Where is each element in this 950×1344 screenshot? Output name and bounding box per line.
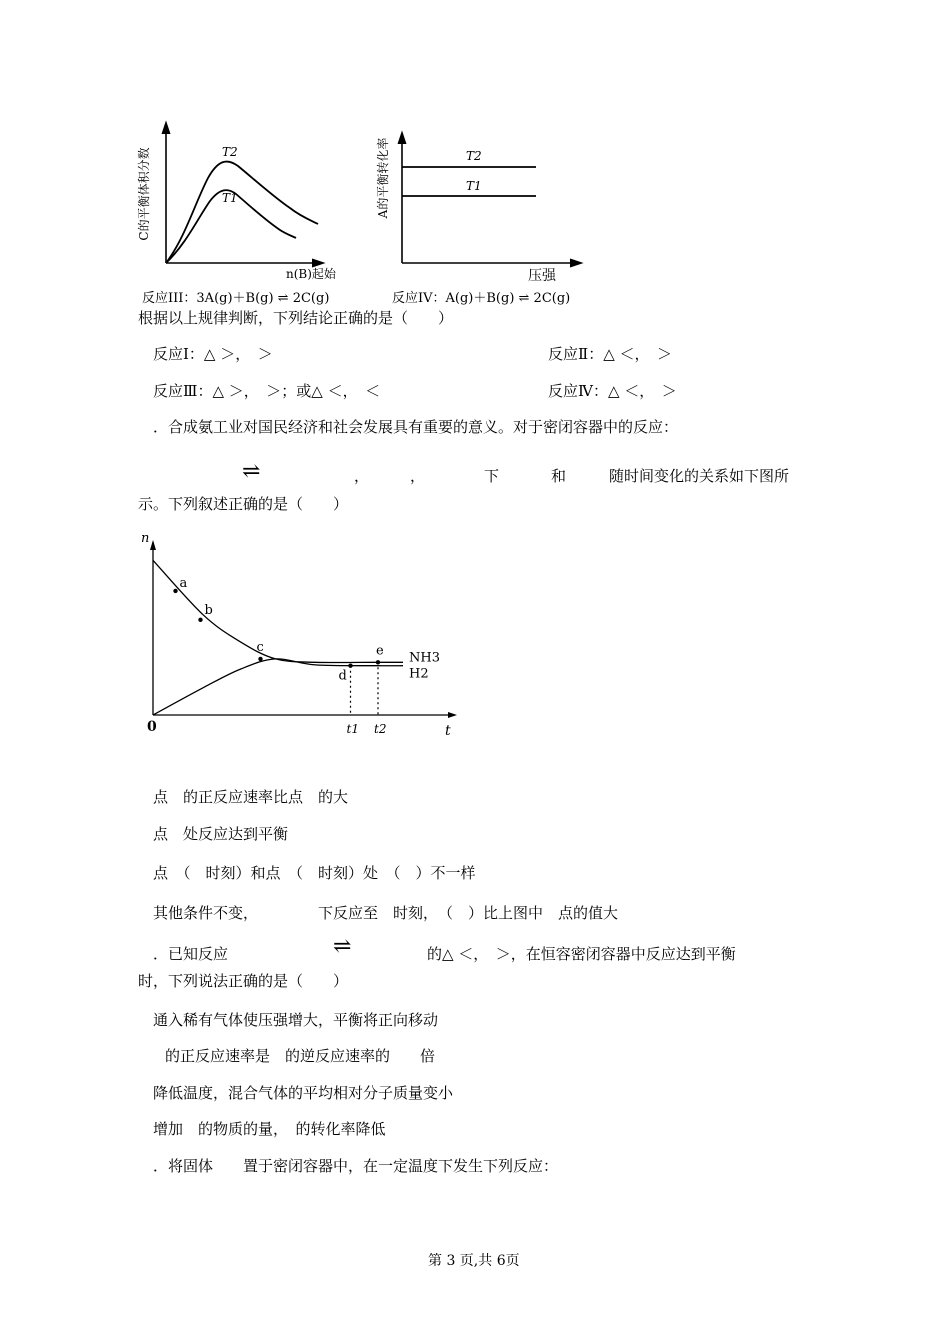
point-label-a: a <box>179 575 188 591</box>
fig2-ylabel: A的平衡转化率 <box>376 137 390 219</box>
fig1-xlabel: n(B)起始 <box>286 267 336 281</box>
question-3-stem-part2: 的△ ＜， ＞，在恒容密闭容器中反应达到平衡 <box>427 945 736 963</box>
chart-ylabel: n <box>141 531 150 546</box>
page-footer: 第 3 页,共 6页 <box>428 1253 520 1269</box>
figure-reaction-3 <box>130 108 350 308</box>
q2-comma-1: ， <box>354 467 370 485</box>
fig2-caption: 反应IV：A(g)＋B(g) ⇌ 2C(g) <box>392 291 571 306</box>
fig1-ylabel: C的平衡体积分数 <box>137 147 151 241</box>
q2-equilibrium-arrow: ⇌ <box>242 459 261 484</box>
tick-label-t1: t1 <box>346 722 359 736</box>
q3-equilibrium-arrow: ⇌ <box>333 934 352 959</box>
fig1-caption: 反应III：3A(g)＋B(g) ⇌ 2C(g) <box>142 291 330 306</box>
q2-option-c: 点 （ 时刻）和点 （ 时刻）处 （ ）不一样 <box>153 864 476 882</box>
point-c <box>258 657 262 661</box>
q2-text-tail: 随时间变化的关系如下图所 <box>609 467 790 485</box>
tick-label-t2: t2 <box>374 722 387 736</box>
legend-h2: H2 <box>409 666 429 682</box>
figure-reaction-4 <box>378 108 608 308</box>
question-2-stem: ．合成氨工业对国民经济和社会发展具有重要的意义。对于密闭容器中的反应： <box>153 418 679 436</box>
series-nh3-line <box>153 560 403 662</box>
q2-option-d-part1: 其他条件不变， <box>153 904 259 922</box>
fig2-label-t2: T2 <box>466 149 482 163</box>
q2-option-d-part2: 下反应至 时刻， （ ）比上图中 点的值大 <box>318 904 619 922</box>
q1-option-b: 反应Ⅱ：△ ＜， ＞ <box>548 345 672 363</box>
q3-option-c: 降低温度，混合气体的平均相对分子质量变小 <box>153 1084 454 1102</box>
point-b <box>198 618 202 622</box>
q2-option-b: 点 处反应达到平衡 <box>153 825 289 843</box>
fig2-xlabel: 压强 <box>528 268 556 284</box>
question-3-stem-line2: 时，下列说法正确的是（ ） <box>138 972 349 990</box>
q1-option-c: 反应Ⅲ：△ ＞， ＞；或△ ＜， ＜ <box>153 382 381 400</box>
fig1-label-t1: T1 <box>222 191 238 205</box>
legend-nh3: NH3 <box>409 650 440 666</box>
point-a <box>173 589 177 593</box>
chart-xlabel: t <box>445 723 451 739</box>
point-label-e: e <box>376 643 384 659</box>
q1-option-d: 反应Ⅳ：△ ＜， ＞ <box>548 382 677 400</box>
question-1-stem: 根据以上规律判断，下列结论正确的是（ ） <box>138 309 454 327</box>
question-4-stem: ．将固体 置于密闭容器中，在一定温度下发生下列反应： <box>153 1157 559 1175</box>
q3-option-b: 的正反应速率是 的逆反应速率的 倍 <box>165 1047 436 1065</box>
fig1-label-t2: T2 <box>222 145 238 159</box>
q1-option-a: 反应Ⅰ：△ ＞， ＞ <box>153 345 273 363</box>
point-label-d: d <box>338 668 347 684</box>
point-label-b: b <box>204 602 213 618</box>
q2-stem-line3: 示。下列叙述正确的是（ ） <box>138 495 349 513</box>
point-label-c: c <box>256 639 264 655</box>
fig2-label-t1: T1 <box>466 179 482 193</box>
q3-option-a: 通入稀有气体使压强增大，平衡将正向移动 <box>153 1011 439 1029</box>
ammonia-time-chart <box>135 528 465 743</box>
question-3-stem-part1: ．已知反应 <box>153 945 229 963</box>
chart-origin: 0 <box>147 719 157 735</box>
q2-option-a: 点 的正反应速率比点 的大 <box>153 788 349 806</box>
q3-option-d: 增加 的物质的量， 的转化率降低 <box>153 1120 386 1138</box>
q2-text-xia: 下 <box>484 467 500 485</box>
q2-text-he: 和 <box>551 467 567 485</box>
q2-comma-2: ， <box>410 467 426 485</box>
series-h2-line <box>153 659 403 715</box>
